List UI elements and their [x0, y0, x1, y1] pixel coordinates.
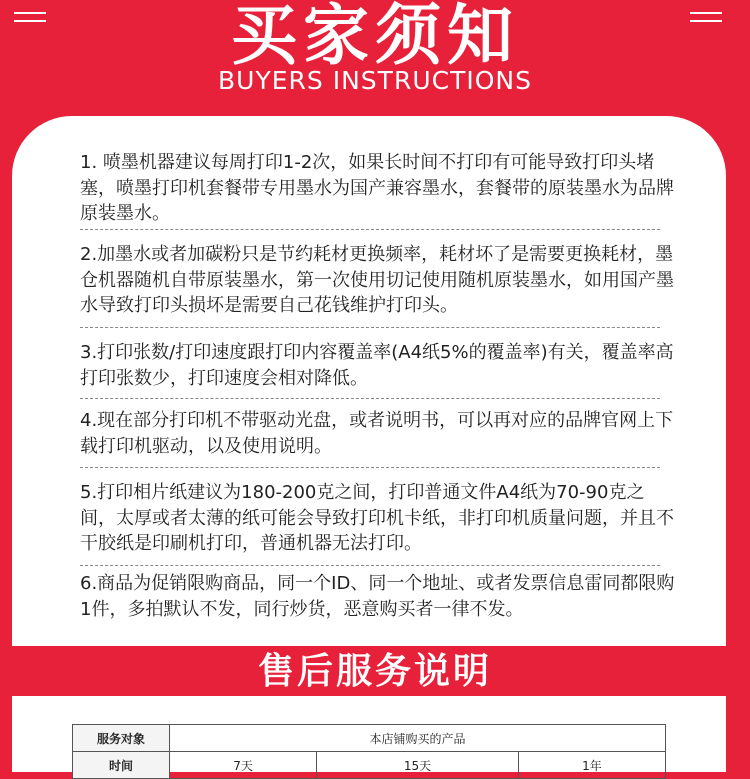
table-cell-label: 服务对象	[73, 725, 170, 752]
notice-item-3: 3.打印张数/打印速度跟打印内容覆盖率(A4纸5%的覆盖率)有关，覆盖率高打印张数少，打印速度会相对降低。	[80, 342, 674, 389]
table-cell: 本店铺购买的产品	[170, 725, 666, 752]
notice-item-4: 4.现在部分打印机不带驱动光盘，或者说明书，可以再对应的品牌官网上下载打印机驱动，以及使用说明。	[80, 410, 674, 457]
divider	[80, 398, 660, 399]
page-subtitle: BUYERS INSTRUCTIONS	[218, 66, 532, 95]
table-cell: 7天	[170, 752, 317, 779]
table-cell-label: 时间	[73, 752, 170, 779]
page-title: 买家须知	[231, 0, 519, 74]
divider	[80, 467, 660, 468]
header	[0, 0, 750, 120]
table-cell: 15天	[317, 752, 519, 779]
after-sales-title: 售后服务说明	[257, 651, 492, 692]
notice-item-5: 5.打印相片纸建议为180-200克之间，打印普通文件A4纸为70-90克之间，太厚或者太薄的纸可能会导致打印机卡纸，非打印机质量问题，并且不干胶纸是印刷机打印，普通机器无法打印。	[80, 482, 674, 554]
notice-item-6: 6.商品为促销限购商品，同一个ID、同一个地址、或者发票信息雷同都限购1件，多拍默认不发，同行炒货，恶意购买者一律不发。	[80, 573, 675, 620]
table-row	[73, 752, 666, 779]
notice-item-2: 2.加墨水或者加碳粉只是节约耗材更换频率，耗材坏了是需要更换耗材，墨仓机器随机自带原装墨水，第一次使用切记使用随机原装墨水，如用国产墨水导致打印头损坏是需要自己花钱维护打印头。	[80, 244, 674, 316]
service-table	[72, 724, 666, 779]
table-row	[73, 725, 666, 752]
divider	[80, 565, 660, 566]
table-cell: 1年	[518, 752, 665, 779]
notice-item-1: 1. 喷墨机器建议每周打印1-2次，如果长时间不打印有可能导致打印头堵塞，喷墨打印机套餐带专用墨水为国产兼容墨水，套餐带的原装墨水为品牌原装墨水。	[80, 152, 674, 224]
notice-card	[12, 116, 726, 646]
divider	[80, 229, 660, 230]
divider	[80, 327, 660, 328]
